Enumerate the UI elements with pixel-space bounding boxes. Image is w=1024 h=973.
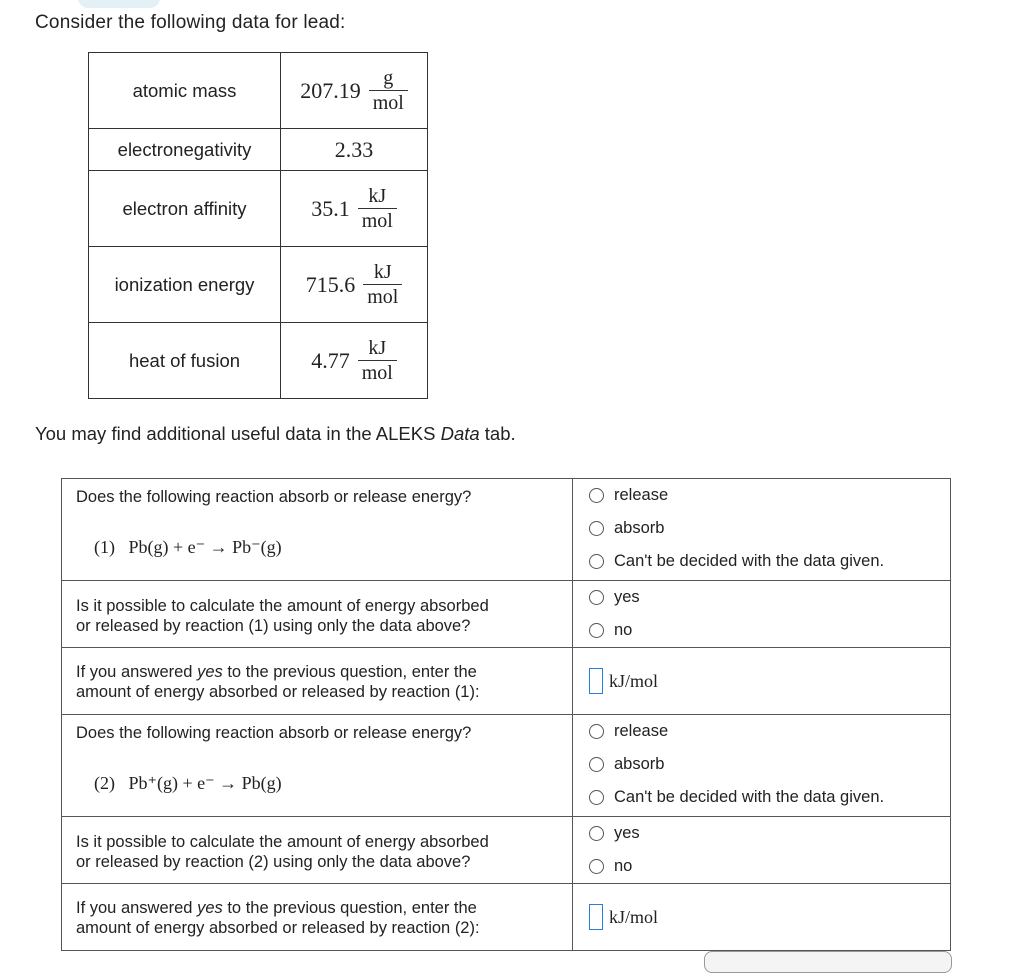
- reaction-1: (1) Pb(g) + e⁻ → Pb⁻(g): [94, 537, 282, 557]
- label-electron-affinity: electron affinity: [89, 171, 281, 247]
- unit-label: kJ/mol: [609, 670, 659, 691]
- question-table: [61, 478, 951, 951]
- label-electronegativity: electronegativity: [89, 129, 281, 171]
- unit-ionization-energy: $\frac{kJ}{\text{mol}}$: [363, 260, 402, 309]
- question-row-3: If you answered yes to the previous question, enter the amount of energy absorbed or released by reaction (1): kJ/mol: [62, 648, 950, 715]
- energy-input-2[interactable]: [589, 904, 603, 930]
- question-text: Does the following reaction absorb or release energy?: [76, 724, 472, 742]
- energy-input-1[interactable]: [589, 668, 603, 694]
- unit-atomic-mass: $\frac{g}{\text{mol}}$: [369, 66, 408, 115]
- radio-icon[interactable]: [589, 826, 604, 841]
- radio-icon[interactable]: [589, 790, 604, 805]
- top-tab[interactable]: [78, 0, 160, 8]
- radio-icon[interactable]: [589, 623, 604, 638]
- data-tab-ref: Data: [440, 423, 480, 444]
- option-cant-decide[interactable]: Can't be decided with the data given.: [589, 781, 950, 814]
- radio-icon[interactable]: [589, 859, 604, 874]
- row-ionization-energy: [89, 247, 428, 323]
- row-atomic-mass: [89, 53, 428, 129]
- value-electron-affinity: 35.1: [311, 195, 350, 221]
- option-absorb[interactable]: absorb: [589, 512, 950, 545]
- radio-icon[interactable]: [589, 757, 604, 772]
- option-yes[interactable]: yes: [589, 817, 950, 850]
- option-absorb[interactable]: absorb: [589, 748, 950, 781]
- option-yes[interactable]: yes: [589, 581, 950, 614]
- label-atomic-mass: atomic mass: [89, 53, 281, 129]
- bottom-panel-edge[interactable]: [704, 951, 952, 973]
- radio-icon[interactable]: [589, 521, 604, 536]
- radio-icon[interactable]: [589, 554, 604, 569]
- value-electronegativity: 2.33: [281, 129, 428, 171]
- question-text: Does the following reaction absorb or release energy?: [76, 488, 472, 506]
- row-heat-of-fusion: [89, 323, 428, 399]
- radio-icon[interactable]: [589, 488, 604, 503]
- question-row-1: [62, 479, 950, 581]
- question-row-2: Is it possible to calculate the amount of energy absorbed or released by reaction (1) using only the data above? yes no: [62, 581, 950, 648]
- unit-heat-of-fusion: $\frac{kJ}{\text{mol}}$: [358, 336, 397, 385]
- lead-data-table: [88, 52, 428, 399]
- label-heat-of-fusion: heat of fusion: [89, 323, 281, 399]
- option-release[interactable]: release: [589, 479, 950, 512]
- radio-icon[interactable]: [589, 590, 604, 605]
- option-no[interactable]: no: [589, 614, 950, 647]
- question-row-6: If you answered yes to the previous question, enter the amount of energy absorbed or released by reaction (2): kJ/mol: [62, 884, 950, 951]
- question-row-5: Is it possible to calculate the amount of energy absorbed or released by reaction (2) using only the data above? yes no: [62, 817, 950, 884]
- label-ionization-energy: ionization energy: [89, 247, 281, 323]
- reaction-2: (2) Pb⁺(g) + e⁻ → Pb(g): [94, 773, 282, 793]
- option-no[interactable]: no: [589, 850, 950, 883]
- row-electronegativity: [89, 129, 428, 171]
- unit-label: kJ/mol: [609, 906, 659, 927]
- value-ionization-energy: 715.6: [305, 271, 356, 297]
- intro-text: Consider the following data for lead:: [35, 12, 346, 33]
- row-electron-affinity: [89, 171, 428, 247]
- question-row-4: [62, 715, 950, 817]
- unit-electron-affinity: $\frac{kJ}{\text{mol}}$: [358, 184, 397, 233]
- option-release[interactable]: release: [589, 715, 950, 748]
- aleks-data-note: You may find additional useful data in the ALEKS Data tab.: [35, 423, 516, 444]
- value-heat-of-fusion: 4.77: [311, 347, 350, 373]
- option-cant-decide[interactable]: Can't be decided with the data given.: [589, 545, 950, 578]
- value-atomic-mass: 207.19: [300, 77, 361, 103]
- radio-icon[interactable]: [589, 724, 604, 739]
